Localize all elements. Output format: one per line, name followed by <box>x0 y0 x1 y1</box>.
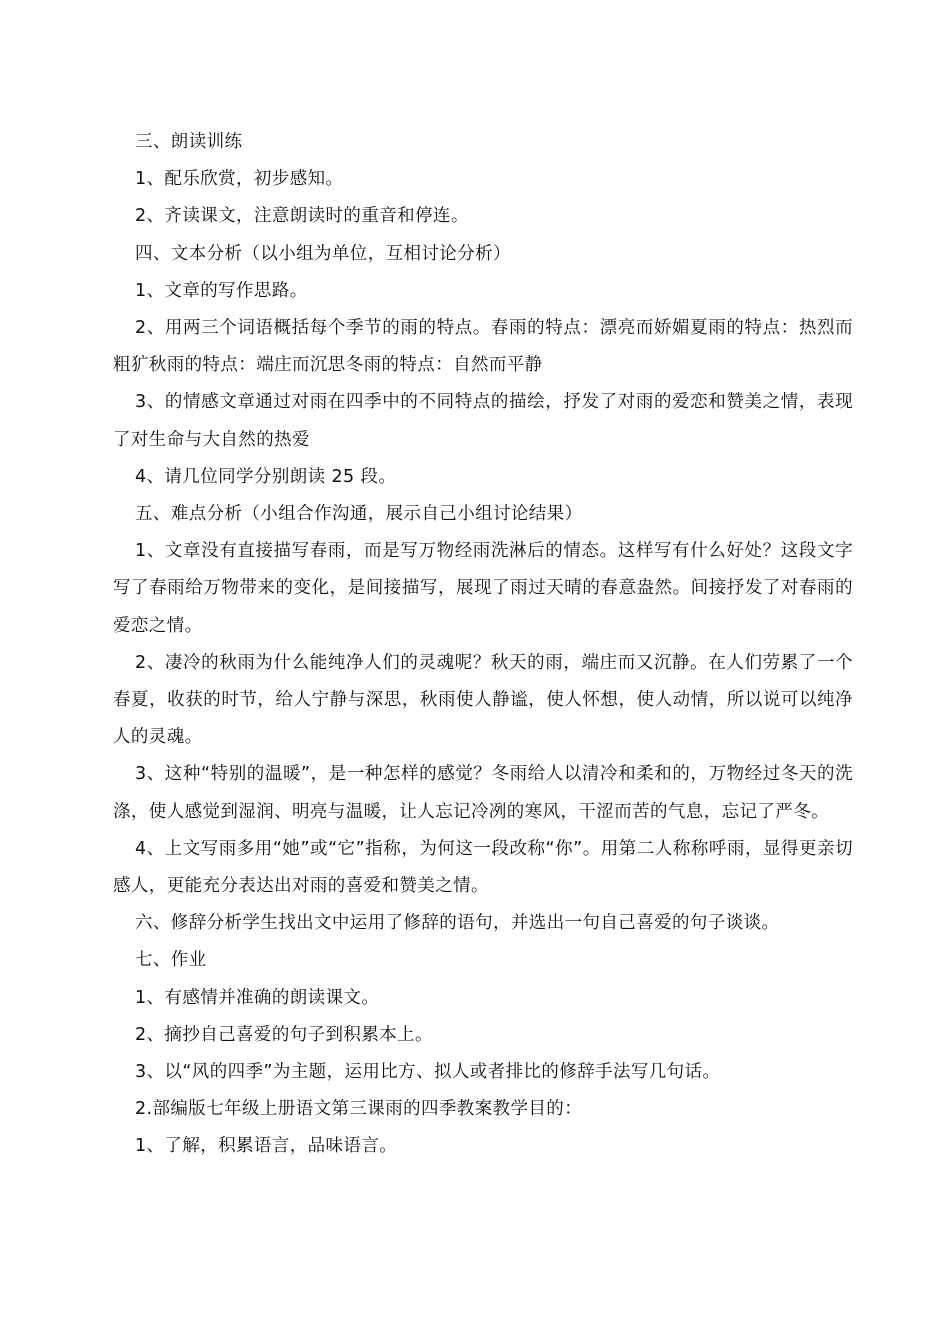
list-item: 1、文章没有直接描写春雨，而是写万物经雨洗淋后的情态。这样写有什么好处？这段文字写了春雨给万物带来的变化，是间接描写，展现了雨过天晴的春意盎然。间接抒发了对春雨的爱恋之情。 <box>113 541 853 636</box>
section-heading-difficulty-analysis: 五、难点分析（小组合作沟通，展示自己小组讨论结果） <box>135 504 583 525</box>
list-item: 1、配乐欣赏，初步感知。 <box>135 169 344 190</box>
list-item: 2、摘抄自己喜爱的句子到积累本上。 <box>135 1024 433 1045</box>
list-item: 4、请几位同学分别朗读 25 段。 <box>135 466 397 487</box>
list-item: 2、齐读课文，注意朗读时的重音和停连。 <box>135 206 469 227</box>
list-item: 4、上文写雨多用“她”或“它”指称，为何这一段改称“你”。用第二人称称呼雨，显得更亲切感人，更能充分表达出对雨的喜爱和赞美之情。 <box>113 838 853 897</box>
document-body <box>113 124 853 1166</box>
section-heading-homework: 七、作业 <box>135 950 207 971</box>
list-item: 1、文章的写作思路。 <box>135 280 308 301</box>
section-heading-text-analysis: 四、文本分析（以小组为单位，互相讨论分析） <box>135 243 511 264</box>
list-item: 3、这种“特别的温暖”，是一种怎样的感觉？冬雨给人以清冷和柔和的，万物经过冬天的洗涤，使人感觉到湿润、明亮与温暖，让人忘记冷冽的寒风，干涩而苦的气息，忘记了严冬。 <box>113 764 853 822</box>
list-item: 1、了解，积累语言，品味语言。 <box>135 1136 398 1157</box>
list-item: 2、凄冷的秋雨为什么能纯净人们的灵魂呢？秋天的雨，端庄而又沉静。在人们劳累了一个春夏，收获的时节，给人宁静与深思，秋雨使人静谧，使人怀想，使人动情，所以说可以纯净人的灵魂。 <box>113 652 853 748</box>
section-heading-rhetoric-analysis: 六、修辞分析学生找出文中运用了修辞的语句，并选出一句自己喜爱的句子谈谈。 <box>135 913 780 934</box>
section-heading-reading-training: 三、朗读训练 <box>135 132 243 152</box>
lesson-plan-heading: 2.部编版七年级上册语文第三课雨的四季教案教学目的： <box>135 1099 583 1120</box>
list-item: 2、用两三个词语概括每个季节的雨的特点。春雨的特点：漂亮而娇媚夏雨的特点：热烈而粗犷秋雨的特点：端庄而沉思冬雨的特点：自然而平静 <box>113 318 853 376</box>
list-item: 3、的情感文章通过对雨在四季中的不同特点的描绘，抒发了对雨的爱恋和赞美之情，表现了对生命与大自然的热爱 <box>113 392 853 450</box>
list-item: 3、以“风的四季”为主题，运用比方、拟人或者排比的修辞手法写几句话。 <box>135 1062 721 1083</box>
list-item: 1、有感情并准确的朗读课文。 <box>135 987 380 1008</box>
